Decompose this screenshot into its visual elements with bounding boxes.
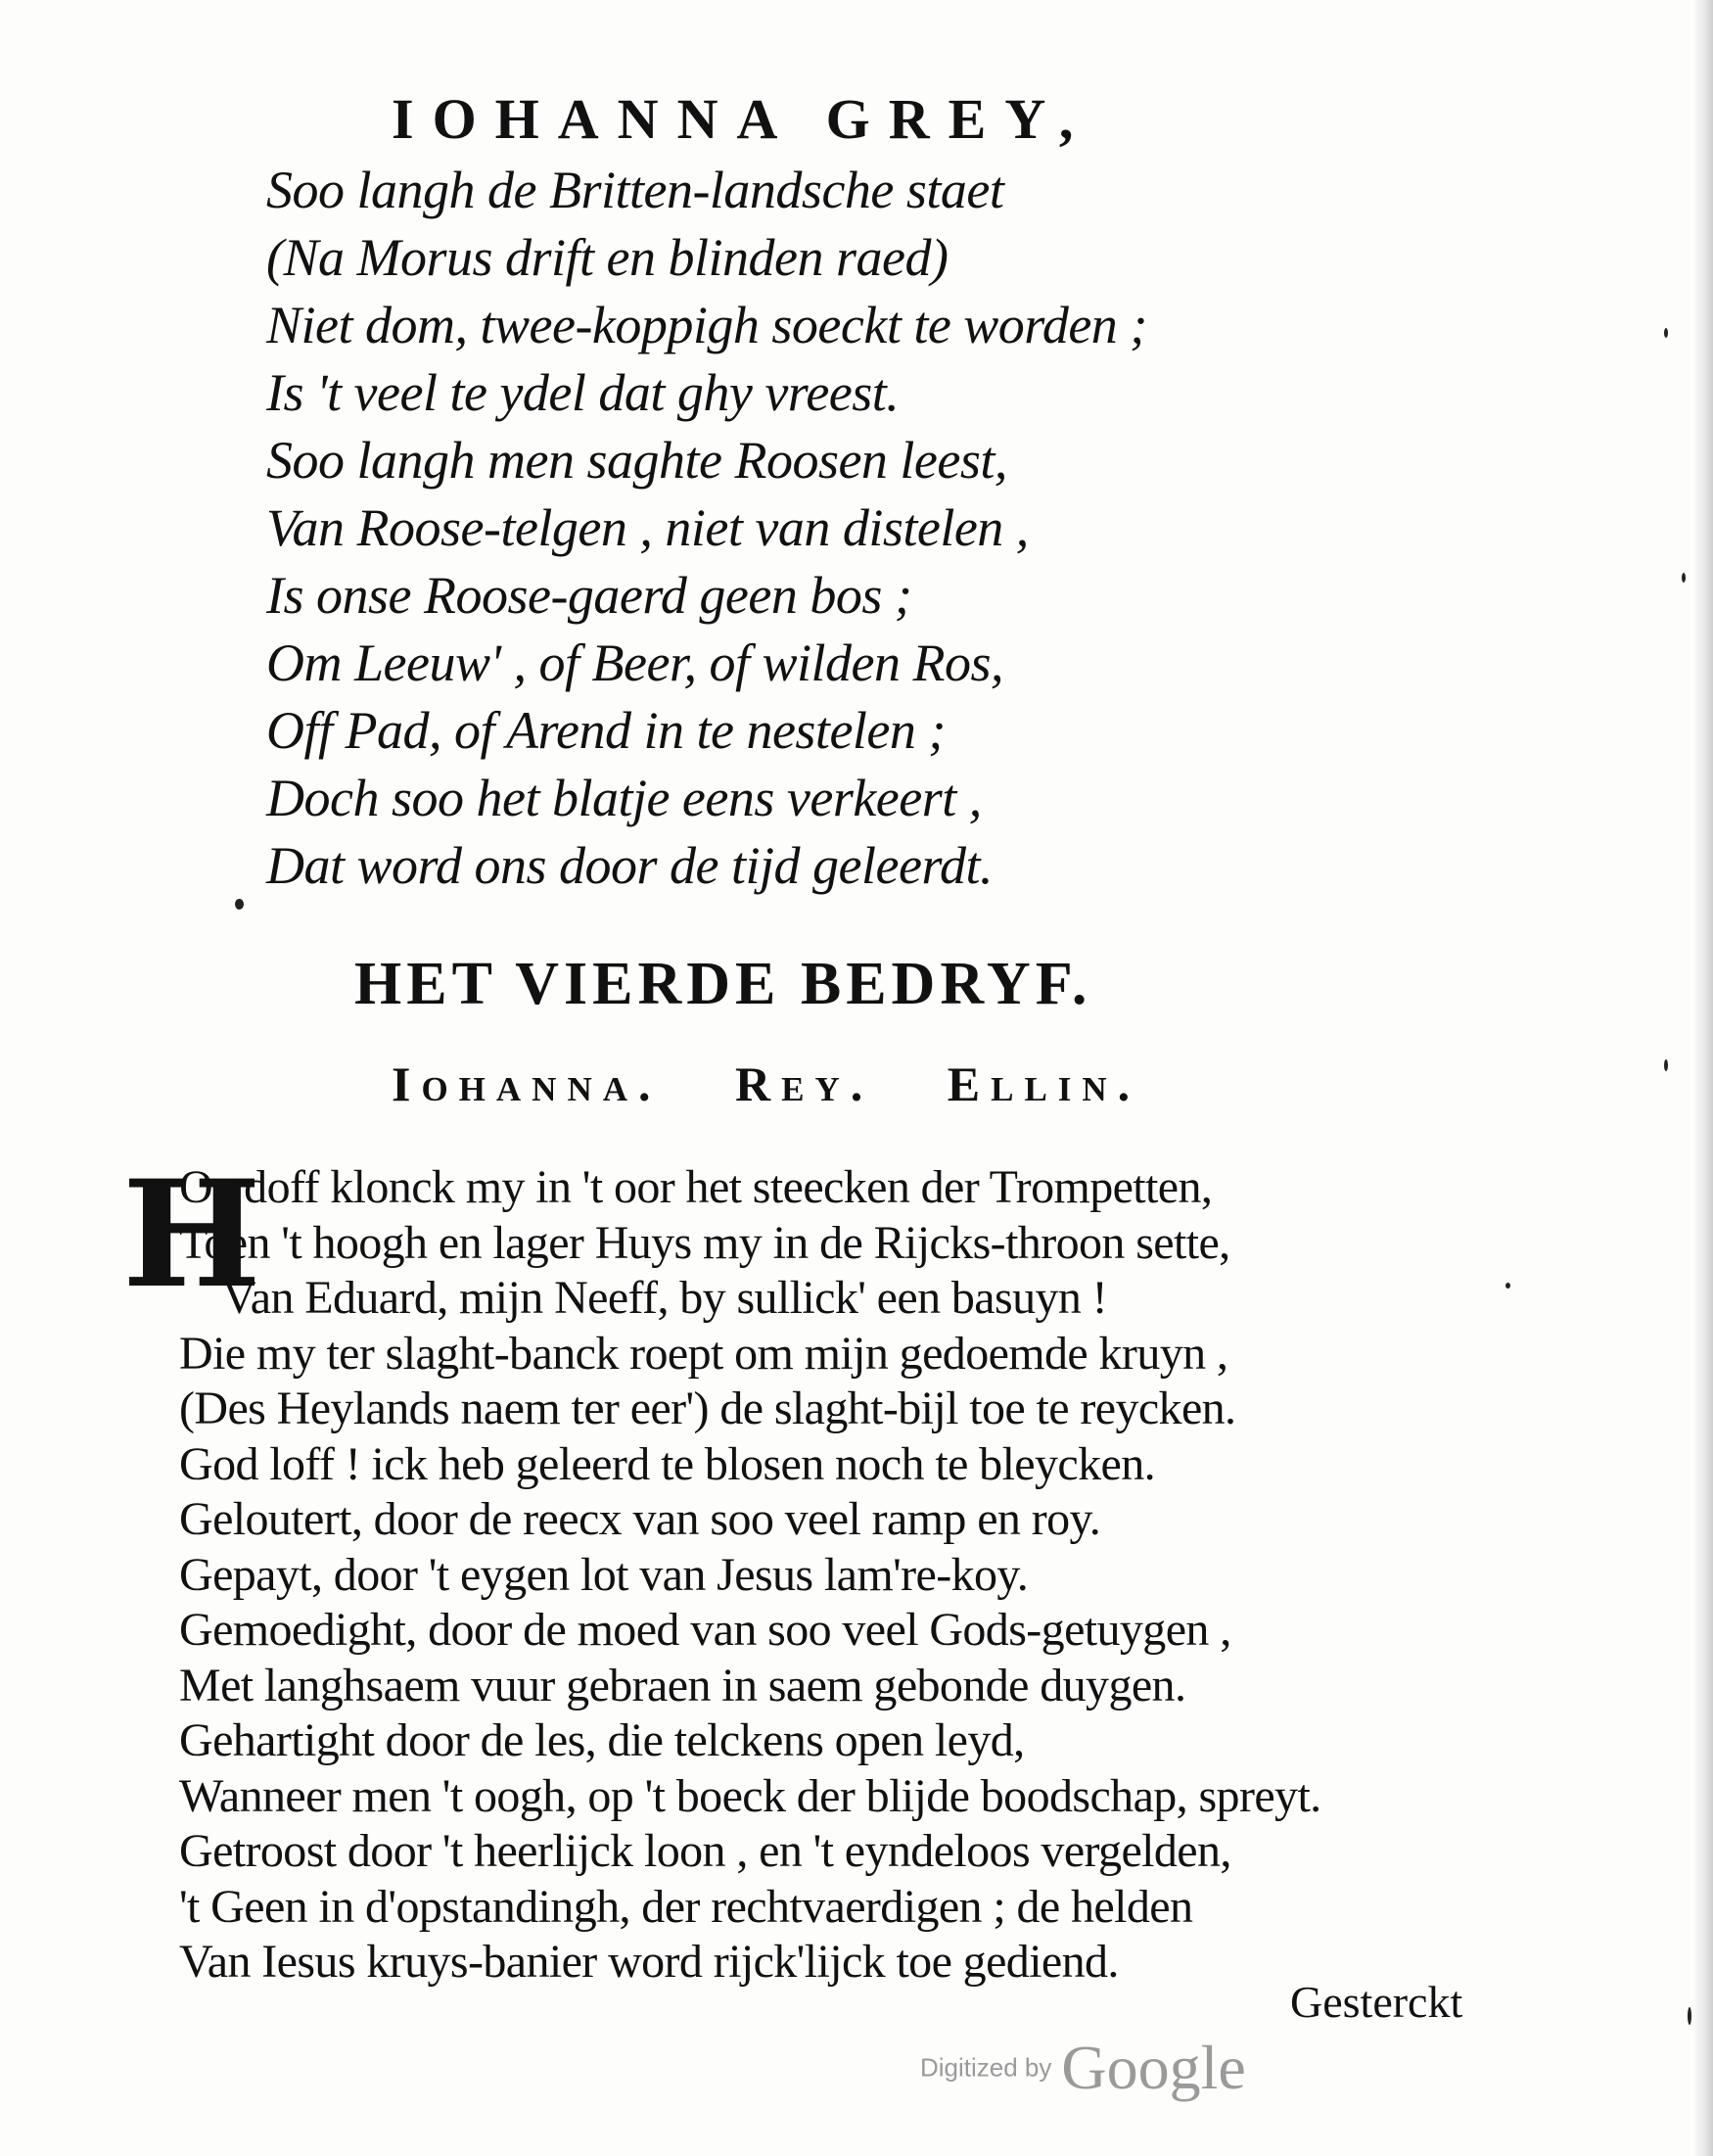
poem-line: Doch soo het blatje eens verkeert , (266, 769, 982, 827)
poem-line: Niet dom, twee-koppigh soeckt te worden ; (266, 296, 1147, 354)
verse-line: Toen 't hoogh en lager Huys my in de Rijcks-throon sette, (179, 1216, 1230, 1269)
watermark-prefix: Digitized by (920, 2052, 1052, 2083)
ink-speck (1664, 328, 1668, 338)
poem-line: Dat word ons door de tijd geleerdt. (266, 836, 993, 895)
poem-line: Is onse Roose-gaerd geen bos ; (266, 566, 912, 625)
page-edge-shadow (1691, 0, 1713, 2156)
verse-line: Van Eduard, mijn Neeff, by sullick' een basuyn ! (222, 1272, 1108, 1324)
verse-line: Van Iesus kruys-banier word rijck'lijck toe gediend. (179, 1936, 1119, 1988)
character-name: Ellin. (947, 1056, 1141, 1111)
verse-line: God loff ! ick heb geleerd te blosen noch te bleycken. (179, 1437, 1156, 1490)
verse-line: Met langhsaem vuur gebraen in saem gebonde duygen. (179, 1659, 1186, 1711)
verse-line: 't Geen in d'opstandingh, der rechtvaerdigen ; de helden (179, 1880, 1193, 1933)
speech-verse (179, 1160, 1321, 1991)
act-title: HET VIERDE BEDRYF. (354, 951, 1092, 1017)
catchword: Gesterckt (1290, 1977, 1463, 2027)
ink-speck (235, 899, 244, 910)
verse-line: Die my ter slaght-banck roept om mijn gedoemde kruyn , (179, 1327, 1228, 1380)
character-name: Iohanna. (392, 1056, 662, 1111)
watermark-logo: Google (1061, 2033, 1246, 2102)
poem-line: Soo langh de Britten-landsche staet (266, 161, 1004, 219)
character-name: Rey. (735, 1056, 874, 1111)
verse-line: Gemoedight, door de moed van soo veel Gods-getuygen , (179, 1604, 1231, 1656)
verse-line: Gepayt, door 't eygen lot van Jesus lam're-koy. (179, 1548, 1029, 1601)
poem-line: Van Roose-telgen , niet van distelen , (266, 498, 1029, 557)
verse-line: Wanneer men 't oogh, op 't boeck der blijde boodschap, spreyt. (179, 1769, 1321, 1822)
verse-line: (Des Heylands naem ter eer') de slaght-bijl toe te reycken. (179, 1383, 1236, 1434)
ink-speck (1682, 573, 1686, 583)
poem-line: Om Leeuw' , of Beer, of wilden Ros, (266, 633, 1003, 692)
ink-speck (1664, 1059, 1668, 1071)
poem-line: Is 't veel te ydel dat ghy vreest. (266, 363, 900, 422)
verse-line: Getroost door 't heerlijck loon , en 't eyndeloos vergelden, (179, 1825, 1231, 1877)
poem-line: Off Pad, of Arend in te nestelen ; (266, 701, 946, 760)
running-head: IOHANNA GREY, (392, 87, 1092, 151)
ink-speck (1505, 1283, 1510, 1289)
ink-speck (1688, 2007, 1691, 2025)
digitized-watermark (920, 2032, 1246, 2104)
character-list (392, 1055, 1191, 1112)
verse-line: Geloutert, door de reecx van soo veel ramp en roy. (179, 1493, 1101, 1545)
poem-line: Soo langh men saghte Roosen leest, (266, 431, 1007, 490)
drop-cap: H (122, 1148, 261, 1321)
verse-line: Gehartight door de les, die telckens open leyd, (179, 1714, 1025, 1766)
poem-line: (Na Morus drift en blinden raed) (266, 228, 949, 287)
chorus-poem (266, 157, 1147, 900)
verse-line: Oe doff klonck my in 't oor het steecken der Trompetten, (179, 1161, 1213, 1213)
